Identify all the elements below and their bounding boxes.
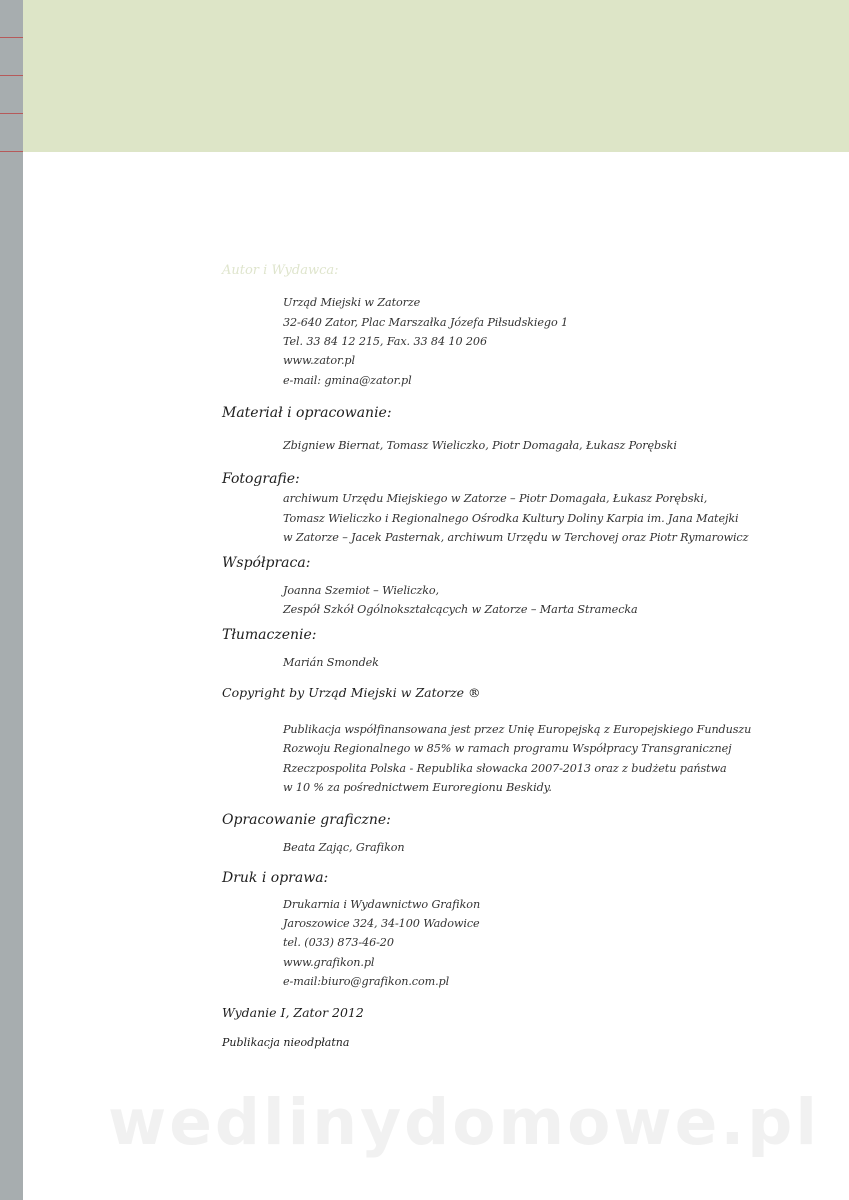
cooperation-heading: Współpraca:: [222, 555, 311, 571]
author-line: Tel. 33 84 12 215, Fax. 33 84 10 206: [283, 335, 487, 348]
translation-heading: Tłumaczenie:: [222, 627, 317, 643]
copyright-line: Publikacja współfinansowana jest przez Unię Europejską z Europejskiego Funduszu: [283, 723, 752, 736]
photos-line: Tomasz Wieliczko i Regionalnego Ośrodka Kultury Doliny Karpia im. Jana Matejki: [283, 512, 739, 525]
translation-line: Marián Smondek: [283, 656, 379, 669]
author-line: 32-640 Zator, Plac Marszałka Józefa Piłsudskiego 1: [283, 316, 569, 329]
copyright-line: Rozwoju Regionalnego w 85% w ramach programu Współpracy Transgranicznej: [283, 742, 732, 755]
cooperation-line: Joanna Szemiot – Wieliczko,: [283, 584, 440, 597]
author-line: Urząd Miejski w Zatorze: [283, 296, 421, 309]
copyright-line: Rzeczpospolita Polska - Republika słowacka 2007-2013 oraz z budżetu państwa: [283, 762, 727, 775]
photos-line: w Zatorze – Jacek Pasternak, archiwum Urzędu w Terchovej oraz Piotr Rymarowicz: [283, 531, 749, 544]
photos-line: archiwum Urzędu Miejskiego w Zatorze – Piotr Domagała, Łukasz Porębski,: [283, 492, 708, 505]
cooperation-line: Zespół Szkół Ogólnokształcących w Zatorze – Marta Stramecka: [283, 603, 638, 616]
edition-text: Wydanie I, Zator 2012: [222, 1005, 364, 1020]
copyright-line: w 10 % za pośrednictwem Euroregionu Beskidy.: [283, 781, 552, 794]
photos-heading: Fotografie:: [222, 471, 300, 487]
printing-website: www.grafikon.pl: [283, 956, 375, 969]
printing-heading: Druk i oprawa:: [222, 870, 329, 886]
free-publication-text: Publikacja nieodpłatna: [222, 1036, 350, 1049]
printing-line: Drukarnia i Wydawnictwo Grafikon: [283, 898, 481, 911]
printing-email: e-mail:biuro@grafikon.com.pl: [283, 975, 450, 988]
material-line: Zbigniew Biernat, Tomasz Wieliczko, Piotr Domagała, Łukasz Porębski: [283, 439, 677, 452]
graphic-design-heading: Opracowanie graficzne:: [222, 812, 391, 828]
author-website: www.zator.pl: [283, 354, 355, 367]
author-email: e-mail: gmina@zator.pl: [283, 374, 412, 387]
printing-line: Jaroszowice 324, 34-100 Wadowice: [283, 917, 480, 930]
graphic-design-line: Beata Zając, Grafikon: [283, 841, 405, 854]
copyright-heading: Copyright by Urząd Miejski w Zatorze ®: [222, 685, 481, 700]
printing-line: tel. (033) 873-46-20: [283, 936, 394, 949]
watermark-text: wedlinydomowe.pl: [108, 1086, 820, 1159]
material-heading: Materiał i opracowanie:: [222, 405, 392, 421]
author-heading: Autor i Wydawca:: [222, 263, 339, 278]
